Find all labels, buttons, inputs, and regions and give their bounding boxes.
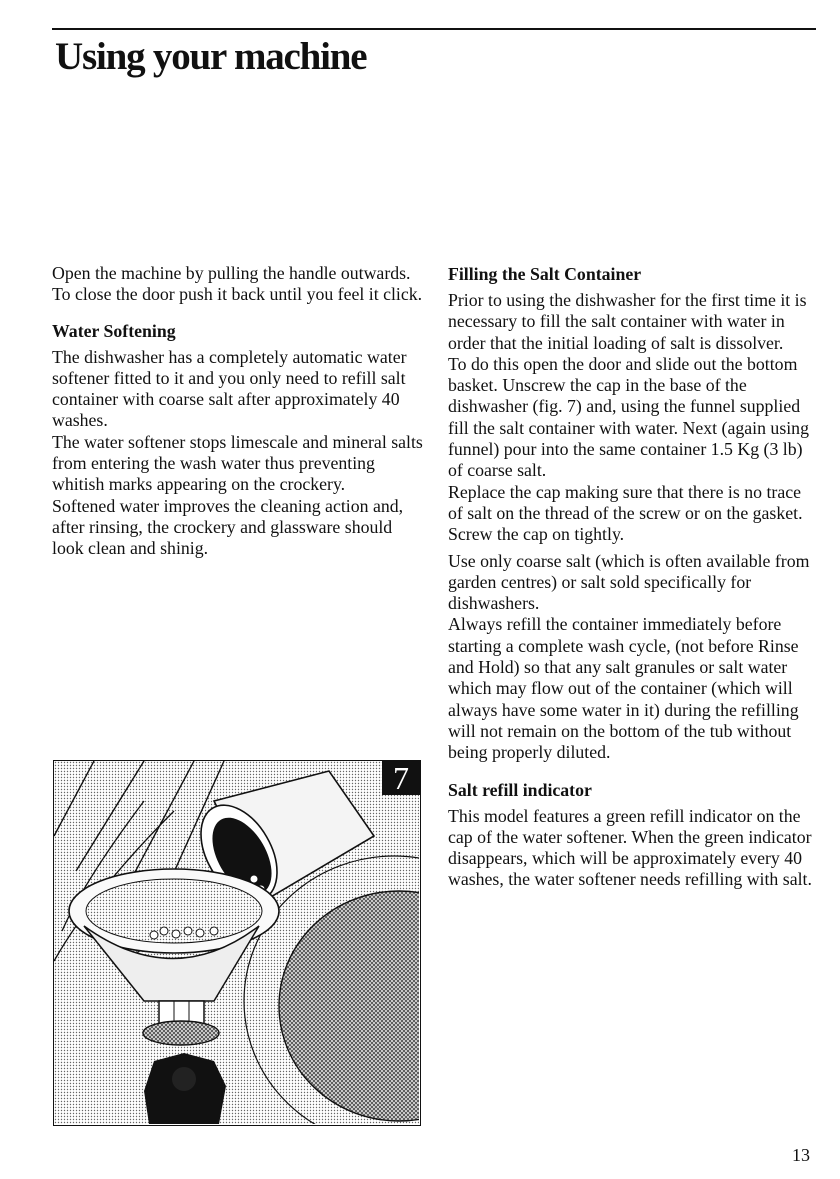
salt-pouring-illustration bbox=[54, 761, 419, 1124]
left-column bbox=[52, 263, 424, 560]
filling-heading: Filling the Salt Container bbox=[448, 264, 642, 284]
intro-paragraph: Open the machine by pulling the handle outwards. bbox=[52, 263, 411, 283]
water-softening-heading: Water Softening bbox=[52, 320, 176, 341]
body-paragraph: To do this open the door and slide out the bottom basket. Unscrew the cap in the base of the dishwasher (fig. 7) and, using the funnel supplied fill the salt container with water. Next (again using funnel) pour into the same container 1.5 Kg (3 lb) of coarse salt. bbox=[448, 353, 809, 481]
body-paragraph: Always refill the container immediately before starting a complete wash cycle, (not before Rinse and Hold) so that any salt granules or salt water which may flow out of the container (which will always have some water in it) during the refilling will not remain on the bottom of the tub without being properly diluted. bbox=[448, 614, 799, 763]
intro-paragraph: To close the door push it back until you feel it click. bbox=[52, 284, 423, 305]
figure-number-badge: 7 bbox=[382, 761, 420, 795]
page-number: 13 bbox=[792, 1145, 810, 1165]
right-column bbox=[448, 263, 818, 891]
body-paragraph: Softened water improves the cleaning action and, after rinsing, the crockery and glassware should look clean and shinig. bbox=[52, 495, 404, 559]
body-paragraph: Prior to using the dishwasher for the first time it is necessary to fill the salt container with water in order that the initial loading of salt is dissolver. bbox=[448, 290, 807, 353]
body-paragraph: The dishwasher has a completely automatic water softener fitted to it and you only need to refill salt container with coarse salt after approximately 40 washes. bbox=[52, 346, 407, 431]
body-paragraph: Replace the cap making sure that there is no trace of salt on the thread of the screw or on the gasket. Screw the cap on tightly. bbox=[448, 481, 803, 545]
indicator-heading: Salt refill indicator bbox=[448, 779, 592, 800]
page-title: Using your machine bbox=[55, 35, 367, 78]
top-rule bbox=[52, 28, 816, 30]
body-paragraph: This model features a green refill indicator on the cap of the water softener. When the green indicator disappears, which will be approximately every 40 washes, the water softener needs refilling with salt. bbox=[448, 805, 812, 890]
body-paragraph: The water softener stops limescale and mineral salts from entering the wash water thus preventing whitish marks appearing on the crockery. bbox=[52, 431, 423, 495]
body-paragraph: Use only coarse salt (which is often available from garden centres) or salt sold specifically for dishwashers. bbox=[448, 550, 810, 614]
figure-7 bbox=[53, 760, 421, 1126]
